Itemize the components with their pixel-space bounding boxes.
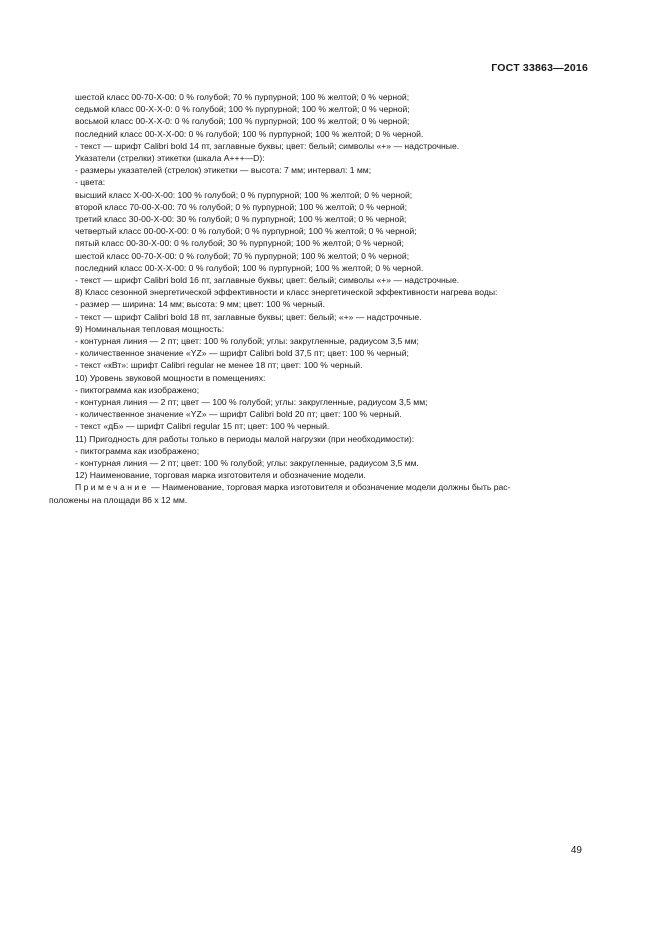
text-line: высший класс X-00-X-00: 100 % голубой; 0 % пурпурной; 100 % желтой; 0 % черной;	[75, 189, 413, 200]
text-line: - контурная линия — 2 пт; цвет: 100 % голубой; углы: закругленные, радиусом 3,5 мм;	[75, 336, 419, 347]
text-line: - текст — шрифт Calibri bold 16 пт, заглавные буквы; цвет: белый; символы «+» — надстрочные.	[75, 275, 460, 286]
text-line: 12) Наименование, торговая марка изготовителя и обозначение модели.	[75, 470, 366, 481]
text-line: третий класс 30-00-X-00: 30 % голубой; 0 % пурпурной; 100 % желтой; 0 % черной;	[75, 214, 407, 225]
standard-header: ГОСТ 33863—2016	[491, 62, 588, 74]
text-line: пятый класс 00-30-X-00: 0 % голубой; 30 % пурпурной; 100 % желтой; 0 % черной;	[75, 238, 404, 249]
text-line: шестой класс 00-70-X-00: 0 % голубой; 70 % пурпурной; 100 % желтой; 0 % черной;	[75, 92, 410, 102]
text-line: - количественное значение «YZ» — шрифт Calibri bold 20 пт; цвет: 100 % черный.	[75, 409, 402, 420]
text-line: последний класс 00-X-X-00: 0 % голубой; 100 % пурпурной; 100 % желтой; 0 % черной.	[75, 262, 424, 273]
text-line: - текст «дБ» — шрифт Calibri regular 15 пт; цвет: 100 % черный.	[75, 421, 330, 432]
text-line: - текст — шрифт Calibri bold 14 пт, заглавные буквы; цвет: белый; символы «+» — надстрочные.	[75, 140, 460, 151]
text-line: - количественное значение «YZ» — шрифт Calibri bold 37,5 пт; цвет: 100 % черный;	[75, 348, 409, 359]
text-line: - размеры указателей (стрелок) этикетки — высота: 7 мм; интервал: 1 мм;	[75, 165, 372, 176]
note-continuation: положены на площади 86 x 12 мм.	[49, 494, 188, 505]
page-number: 49	[570, 845, 582, 856]
note-first-line	[75, 481, 595, 494]
text-line: 9) Номинальная тепловая мощность:	[75, 323, 225, 334]
text-line: шестой класс 00-70-X-00: 0 % голубой; 70 % пурпурной; 100 % желтой; 0 % черной;	[75, 250, 410, 261]
text-line: - цвета:	[75, 177, 106, 188]
text-line: последний класс 00-X-X-00: 0 % голубой; 100 % пурпурной; 100 % желтой; 0 % черной.	[75, 128, 424, 139]
text-line: 8) Класс сезонной энергетической эффективности и класс энергетической эффективности нагрева воды:	[75, 287, 498, 298]
text-line: 10) Уровень звуковой мощности в помещениях:	[75, 372, 266, 383]
text-line: - пиктограмма как изображено;	[75, 384, 200, 395]
text-line: - текст — шрифт Calibri bold 18 пт, заглавные буквы; цвет: белый; «+» — надстрочные.	[75, 311, 422, 322]
body-text	[75, 91, 595, 482]
text-line: второй класс 70-00-X-00: 70 % голубой; 0 % пурпурной; 100 % желтой; 0 % черной;	[75, 201, 408, 212]
text-line: - размер — ширина: 14 мм; высота: 9 мм; цвет: 100 % черный.	[75, 299, 325, 310]
text-line: четвертый класс 00-00-X-00: 0 % голубой; 0 % пурпурной; 100 % желтой; 0 % черной;	[75, 226, 417, 237]
text-line: - контурная линия — 2 пт; цвет: 100 % голубой; углы: закругленные, радиусом 3,5 мм.	[75, 458, 419, 469]
text-line: - пиктограмма как изображено;	[75, 445, 200, 456]
text-line: восьмой класс 00-X-X-0: 0 % голубой; 100 % пурпурной; 100 % желтой; 0 % черной;	[75, 116, 410, 127]
text-line: 11) Пригодность для работы только в периоды малой нагрузки (при необходимости):	[75, 433, 415, 444]
text-line: Указатели (стрелки) этикетки (шкала A+++—D):	[75, 153, 265, 164]
text-line: - текст «кВт»: шрифт Calibri regular не менее 18 пт; цвет: 100 % черный.	[75, 360, 363, 371]
note-label: Примечание	[75, 482, 149, 492]
text-line: седьмой класс 00-X-X-0: 0 % голубой; 100 % пурпурной; 100 % желтой; 0 % черной;	[75, 104, 410, 115]
text-line: - контурная линия — 2 пт; цвет — 100 % голубой; углы: закругленные, радиусом 3,5 мм;	[75, 397, 428, 408]
note-paragraph	[49, 481, 595, 506]
note-text: — Наименование, торговая марка изготовителя и обозначение модели должны быть рас-	[148, 482, 511, 492]
